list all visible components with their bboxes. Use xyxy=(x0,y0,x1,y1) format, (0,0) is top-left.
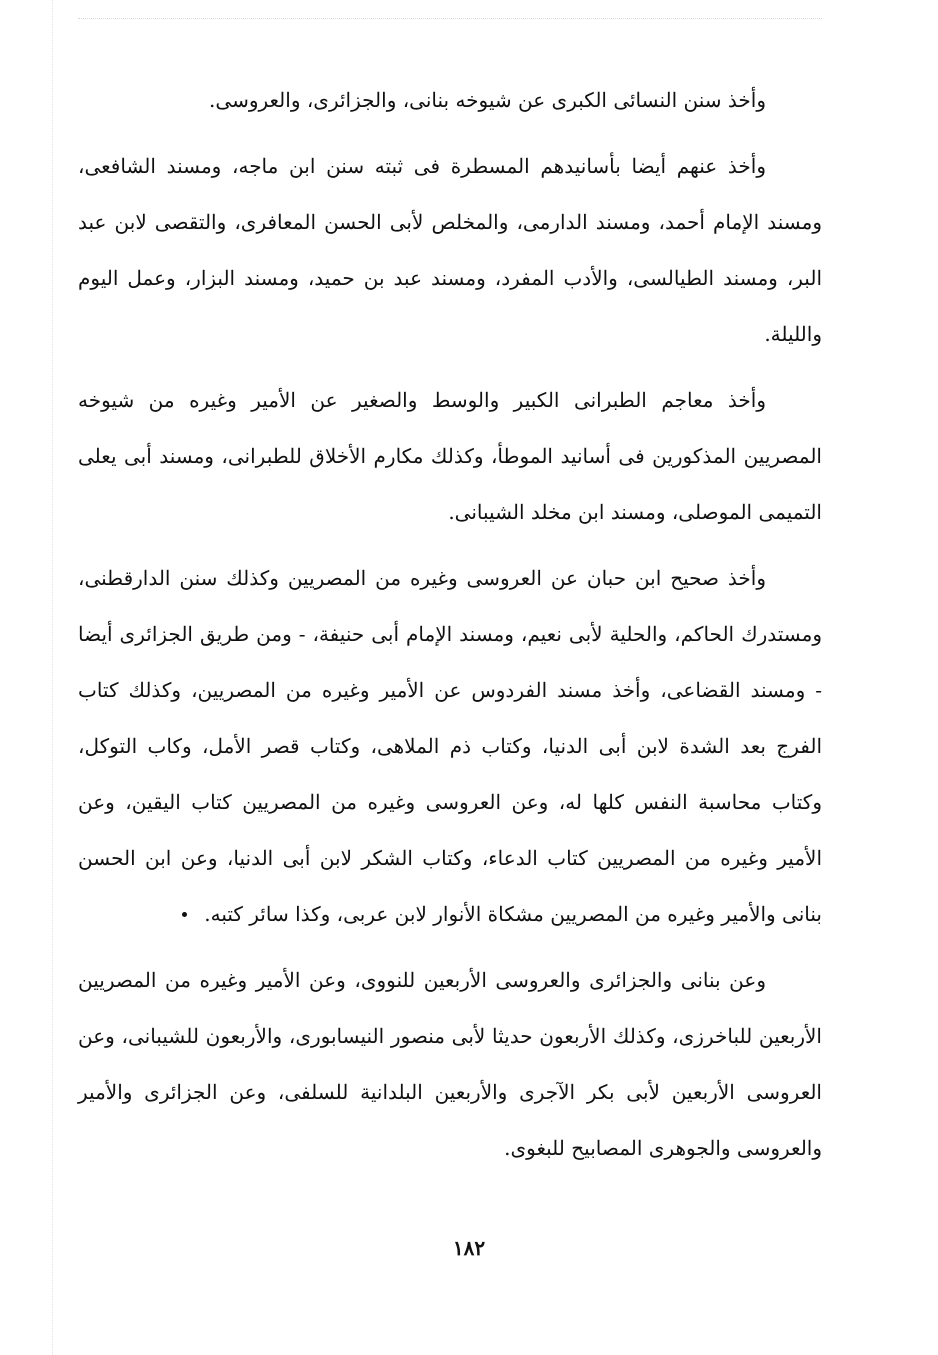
scan-edge xyxy=(52,0,54,1355)
paragraph: وأخذ عنهم أيضا بأسانيدهم المسطرة فى ثبته سنن ابن ماجه، ومسند الشافعى، ومسند الإمام أحمد، ومسند الدارمى، والمخلص لأبى الحسن المعافرى، والتقصى لابن عبد البر، ومسند الطيالسى، والأدب المفرد، ومسند عبد بن حميد، ومسند البزار، وعمل اليوم والليلة. xyxy=(78,154,822,346)
paragraph: وأخذ سنن النسائى الكبرى عن شيوخه بنانى، والجزائرى، والعروسى. xyxy=(209,88,766,112)
ink-speck xyxy=(182,912,187,917)
page-number: ١٨٢ xyxy=(452,1236,486,1260)
paragraph: وعن بنانى والجزائرى والعروسى الأربعين للنووى، وعن الأمير وغيره من المصريين الأربعين للباخرزى، وكذلك الأربعون حديثا لأبى منصور النيسابورى، والأربعون للشيبانى، وعن العروسى الأربعين لأبى بكر الآجرى والأربعين البلدانية للسلفى، وعن الجزائرى والأمير والعروسى والجوهرى المصابيح للبغوى. xyxy=(78,968,822,1160)
scan-edge xyxy=(78,18,822,20)
page-body xyxy=(78,72,822,1186)
paragraph: وأخذ صحيح ابن حبان عن العروسى وغيره من المصريين وكذلك سنن الدارقطنى، ومستدرك الحاكم، والحلية لأبى نعيم، ومسند الإمام أبى حنيفة، - ومن طريق الجزائرى أيضا - ومسند القضاعى، وأخذ مسند الفردوس عن الأمير وغيره من المصريين، وكذلك كتاب الفرج بعد الشدة لابن أبى الدنيا، وكتاب ذم الملاهى، وكتاب قصر الأمل، وكاب التوكل، وكتاب محاسبة النفس كلها له، وعن العروسى وغيره من المصريين كتاب اليقين، وعن الأمير وغيره من المصريين كتاب الدعاء، وكتاب الشكر لابن أبى الدنيا، وعن ابن الحسن بنانى والأمير وغيره من المصريين مشكاة الأنوار لابن عربى، وكذا سائر كتبه. xyxy=(78,566,822,926)
paragraph: وأخذ معاجم الطبرانى الكبير والوسط والصغير عن الأمير وغيره من شيوخه المصريين المذكورين فى أسانيد الموطأ، وكذلك مكارم الأخلاق للطبرانى، ومسند أبى يعلى التميمى الموصلى، ومسند ابن مخلد الشيبانى. xyxy=(78,388,822,524)
